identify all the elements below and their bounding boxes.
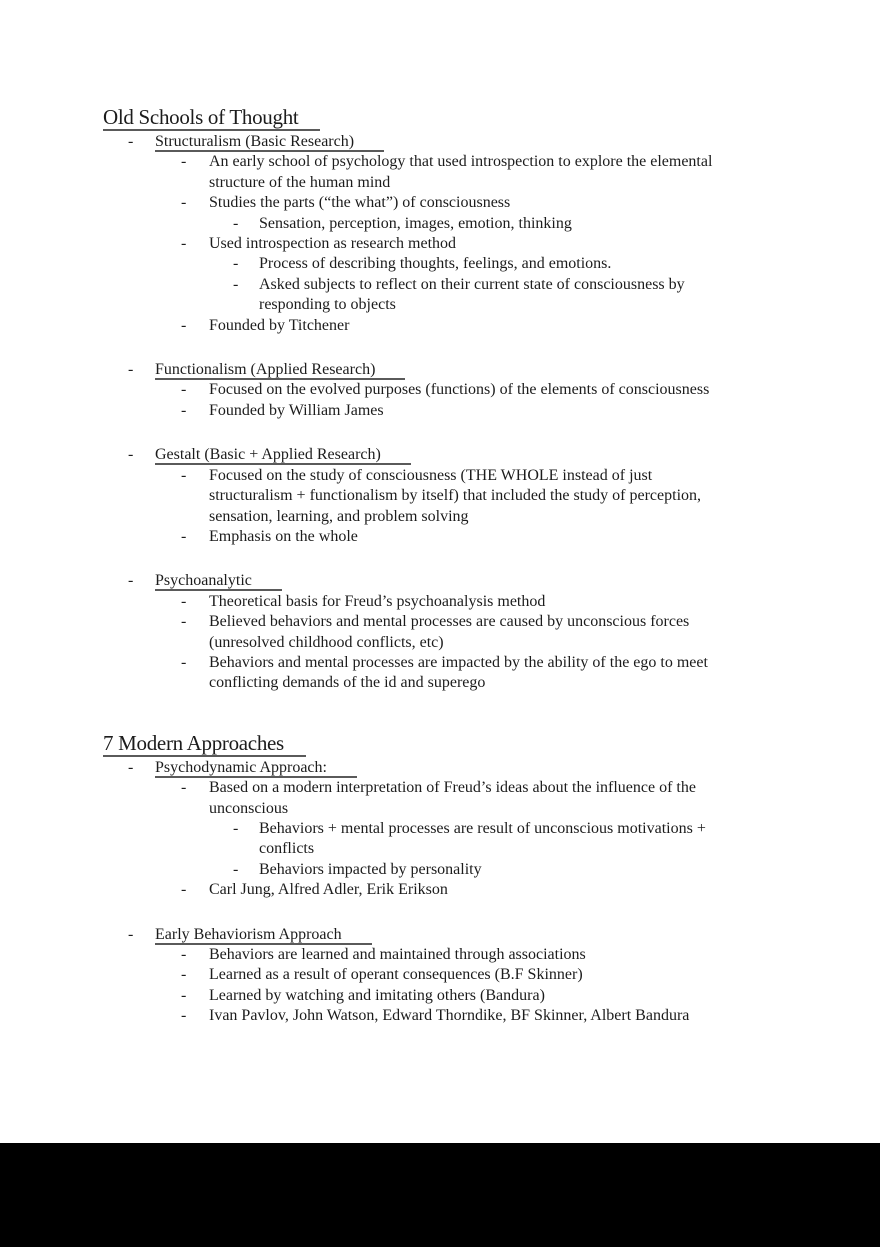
section-title-text: Early Behaviorism Approach [155,926,372,945]
list-item [103,214,803,234]
list-item [103,527,803,547]
list-item [103,592,803,612]
document-page [103,0,803,1027]
list-item-continuation [103,295,803,315]
list-item [103,193,803,213]
section-title [103,445,803,465]
list-item-text: Based on a modern interpretation of Freud’s ideas about the influence of the [209,779,696,797]
list-item [103,254,803,274]
list-item-text: Founded by William James [209,401,384,419]
section-title-text: Gestalt (Basic + Applied Research) [155,446,411,465]
list-item [103,819,803,839]
bullet-dash: - [181,153,187,171]
bullet-dash: - [181,946,187,963]
list-item-continuation [103,673,803,693]
list-item-text: Ivan Pavlov, John Watson, Edward Thorndike, BF Skinner, Albert Bandura [209,1007,690,1025]
list-item-text: (unresolved childhood conflicts, etc) [209,633,444,651]
letterbox-bar [0,1143,880,1247]
doc-heading [103,730,803,756]
list-item [103,1006,803,1026]
list-item-text: unconscious [209,799,289,817]
list-item [103,860,803,880]
list-item [103,880,803,900]
list-item-text: Learned by watching and imitating others (Bandura) [209,986,545,1004]
bullet-dash: - [181,986,187,1004]
bullet-dash: - [181,613,187,631]
bullet-dash: - [233,214,239,232]
bullet-dash: - [128,446,134,464]
section-title [103,132,803,152]
bullet-dash: - [233,860,239,878]
list-item-text: Asked subjects to reflect on their current state of consciousness by [259,275,685,293]
list-item-continuation [103,173,803,193]
list-item [103,152,803,172]
section-title [103,925,803,945]
list-item [103,275,803,295]
section-title [103,360,803,380]
list-item-text: Behaviors impacted by personality [259,860,482,878]
list-item-text: Emphasis on the whole [209,527,358,545]
list-item-continuation [103,507,803,527]
list-item-text: responding to objects [259,296,396,314]
bullet-dash: - [128,361,134,379]
section-title-text: Functionalism (Applied Research) [155,361,405,380]
list-item-continuation [103,839,803,859]
bullet-dash: - [181,966,187,984]
bullet-dash: - [233,255,239,273]
bullet-dash: - [181,881,187,899]
list-item-continuation [103,486,803,506]
list-item-text: Behaviors are learned and maintained through associations [209,946,586,963]
list-item [103,612,803,632]
list-item-text: Theoretical basis for Freud’s psychoanalysis method [209,592,546,610]
list-item-text: structuralism + functionalism by itself) that included the study of perception, [209,487,702,505]
bullet-dash: - [128,572,134,590]
bullet-dash: - [233,275,239,293]
list-item-text: Behaviors and mental processes are impacted by the ability of the ego to meet [209,653,708,671]
bullet-dash: - [181,527,187,545]
bullet-dash: - [181,316,187,334]
bullet-dash: - [128,925,134,943]
list-item [103,965,803,985]
doc-heading [103,104,803,130]
list-item-text: structure of the human mind [209,173,391,191]
list-item-text: Sensation, perception, images, emotion, thinking [259,214,572,232]
list-item-text: An early school of psychology that used introspection to explore the elemental [209,153,713,171]
list-item [103,380,803,400]
bullet-dash: - [233,819,239,837]
bullet-dash: - [181,401,187,419]
bullet-dash: - [181,779,187,797]
heading-text: Old Schools of Thought [103,105,320,131]
bullet-dash: - [128,133,134,150]
bullet-dash: - [181,466,187,484]
list-item-text: conflicting demands of the id and superego [209,674,486,692]
section-title [103,571,803,591]
list-item [103,778,803,798]
list-item-text: sensation, learning, and problem solving [209,507,469,525]
list-item-text: Believed behaviors and mental processes are caused by unconscious forces [209,613,690,631]
list-item [103,466,803,486]
list-item [103,986,803,1006]
section-title [103,758,803,778]
bullet-dash: - [181,381,187,399]
list-item [103,234,803,254]
section-title-text: Psychodynamic Approach: [155,759,357,778]
list-item-text: Focused on the study of consciousness (THE WHOLE instead of just [209,466,653,484]
list-item-text: conflicts [259,840,315,858]
bullet-dash: - [128,758,134,776]
bullet-dash: - [181,653,187,671]
list-item-text: Focused on the evolved purposes (functions) of the elements of consciousness [209,381,710,399]
section-title-text: Psychoanalytic [155,572,282,591]
list-item-text: Founded by Titchener [209,316,350,334]
list-item-text: Learned as a result of operant consequences (B.F Skinner) [209,966,583,984]
list-item-continuation [103,633,803,653]
list-item [103,401,803,421]
list-item-text: Process of describing thoughts, feelings, and emotions. [259,255,612,273]
list-item [103,945,803,965]
heading-text: 7 Modern Approaches [103,731,306,757]
bullet-dash: - [181,235,187,253]
list-item-text: Carl Jung, Alfred Adler, Erik Erikson [209,881,448,899]
bullet-dash: - [181,1007,187,1025]
section-title-text: Structuralism (Basic Research) [155,133,384,152]
list-item [103,653,803,673]
bullet-dash: - [181,592,187,610]
list-item-text: Studies the parts (“the what”) of consciousness [209,194,511,212]
list-item-text: Behaviors + mental processes are result of unconscious motivations + [259,819,706,837]
list-item [103,316,803,336]
list-item-continuation [103,799,803,819]
bullet-dash: - [181,194,187,212]
list-item-text: Used introspection as research method [209,235,457,253]
